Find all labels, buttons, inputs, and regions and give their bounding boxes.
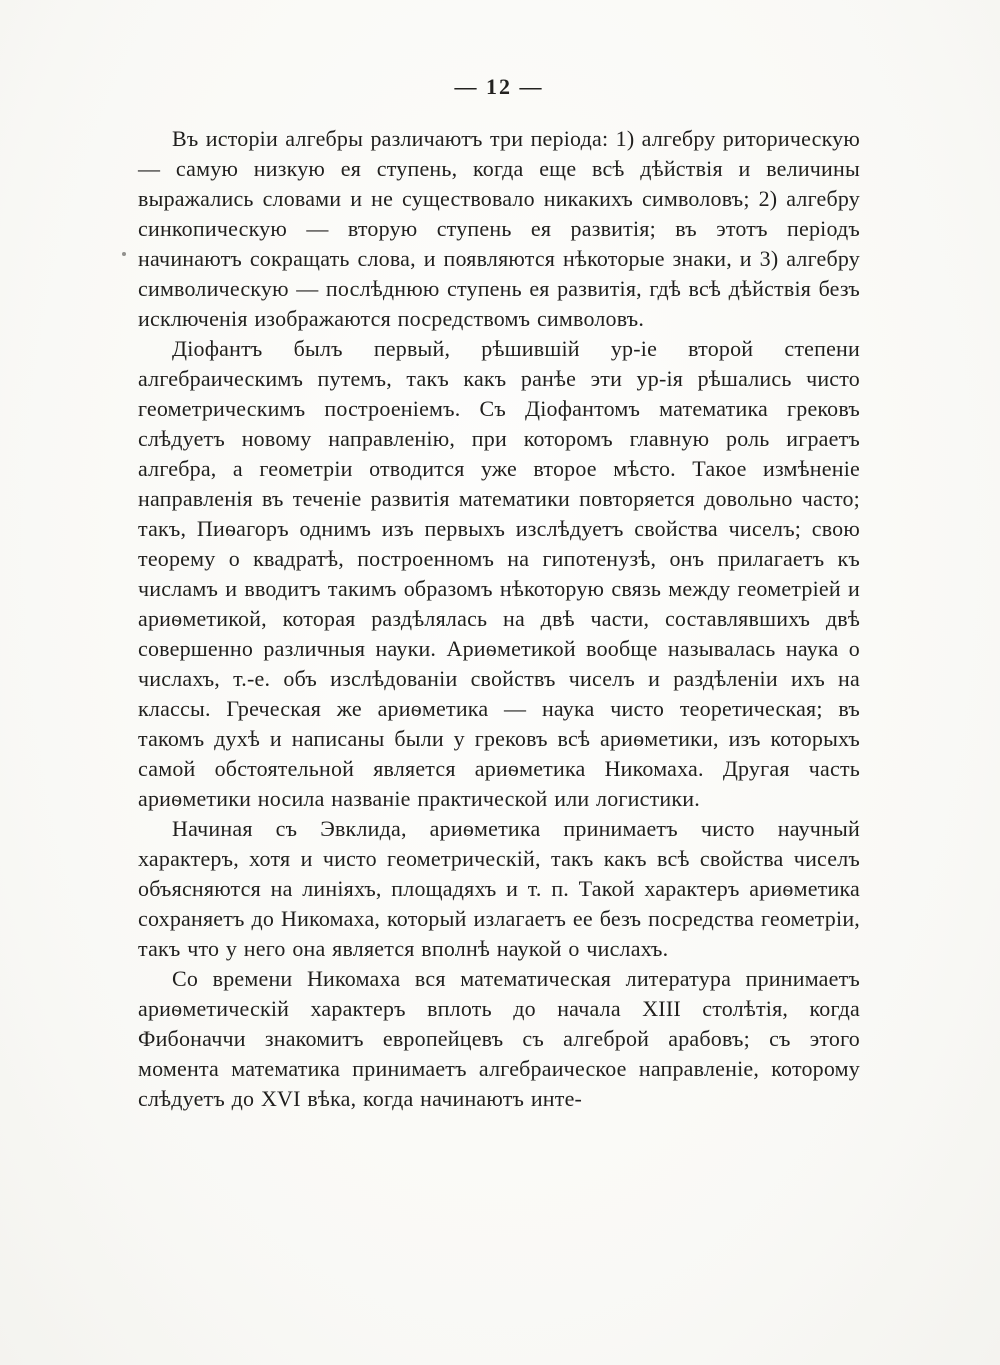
text-column [138,74,860,1114]
page-number: — 12 — [454,74,544,99]
paragraph-2: Діофантъ былъ первый, рѣшившій ур-іе второй степени алгебраическимъ путемъ, такъ какъ ранѣе эти ур-ія рѣшались чисто геометрическимъ построеніемъ. Съ Діофантомъ математика грековъ слѣдуетъ новому направленію, при которомъ главную роль играетъ алгебра, а геометріи отводится уже второе мѣсто. Такое измѣненіе направленія въ теченіе развитія математики повторяется довольно часто; такъ, Пиѳагоръ однимъ изъ первыхъ изслѣдуетъ свойства чиселъ; свою теорему о квадратѣ, построенномъ на гипотенузѣ, онъ прилагаетъ къ числамъ и вводитъ такимъ образомъ нѣкоторую связь между геометріей и ариѳметикой, которая раздѣлялась на двѣ части, составлявшихъ двѣ совершенно различныя науки. Ариѳметикой вообще называлась наука о числахъ, т.-е. объ изслѣдованіи свойствъ чиселъ и раздѣленіи ихъ на классы. Греческая же ариѳметика — наука чисто теоретическая; въ такомъ духѣ и написаны были у грековъ всѣ ариѳметики, изъ которыхъ самой обстоятельной является ариѳметика Никомаха. Другая часть ариѳметики носила названіе практической или логистики. [138,336,860,811]
paragraph-3: Начиная съ Эвклида, ариѳметика принимаетъ чисто научный характеръ, хотя и чисто геометрическій, такъ какъ всѣ свойства чиселъ объясняются на линіяхъ, площадяхъ и т. п. Такой характеръ ариѳметика сохраняетъ до Никомаха, который излагаетъ ее безъ посредства геометріи, такъ что у него она является вполнѣ наукой о числахъ. [138,816,860,961]
scan-artifact-speck [122,252,126,256]
paragraph-4: Со времени Никомаха вся математическая литература принимаетъ ариѳметическій характеръ вплоть до начала XIII столѣтія, когда Фибоначчи знакомитъ европейцевъ съ алгеброй арабовъ; съ этого момента математика принимаетъ алгебраическое направленіе, которому слѣдуетъ до XVI вѣка, когда начинаютъ инте- [138,966,860,1111]
paragraph-1: Въ исторіи алгебры различаютъ три періода: 1) алгебру риторическую — самую низкую ея ступень, когда еще всѣ дѣйствія и величины выражались словами и не существовало никакихъ символовъ; 2) алгебру синкопическую — вторую ступень ея развитія; въ этотъ періодъ начинаютъ сокращать слова, и появляются нѣкоторые знаки, и 3) алгебру символическую — послѣднюю ступень ея развитія, гдѣ всѣ дѣйствія безъ исключенія изображаются посредствомъ символовъ. [138,126,860,331]
page-body-text [138,124,860,1114]
